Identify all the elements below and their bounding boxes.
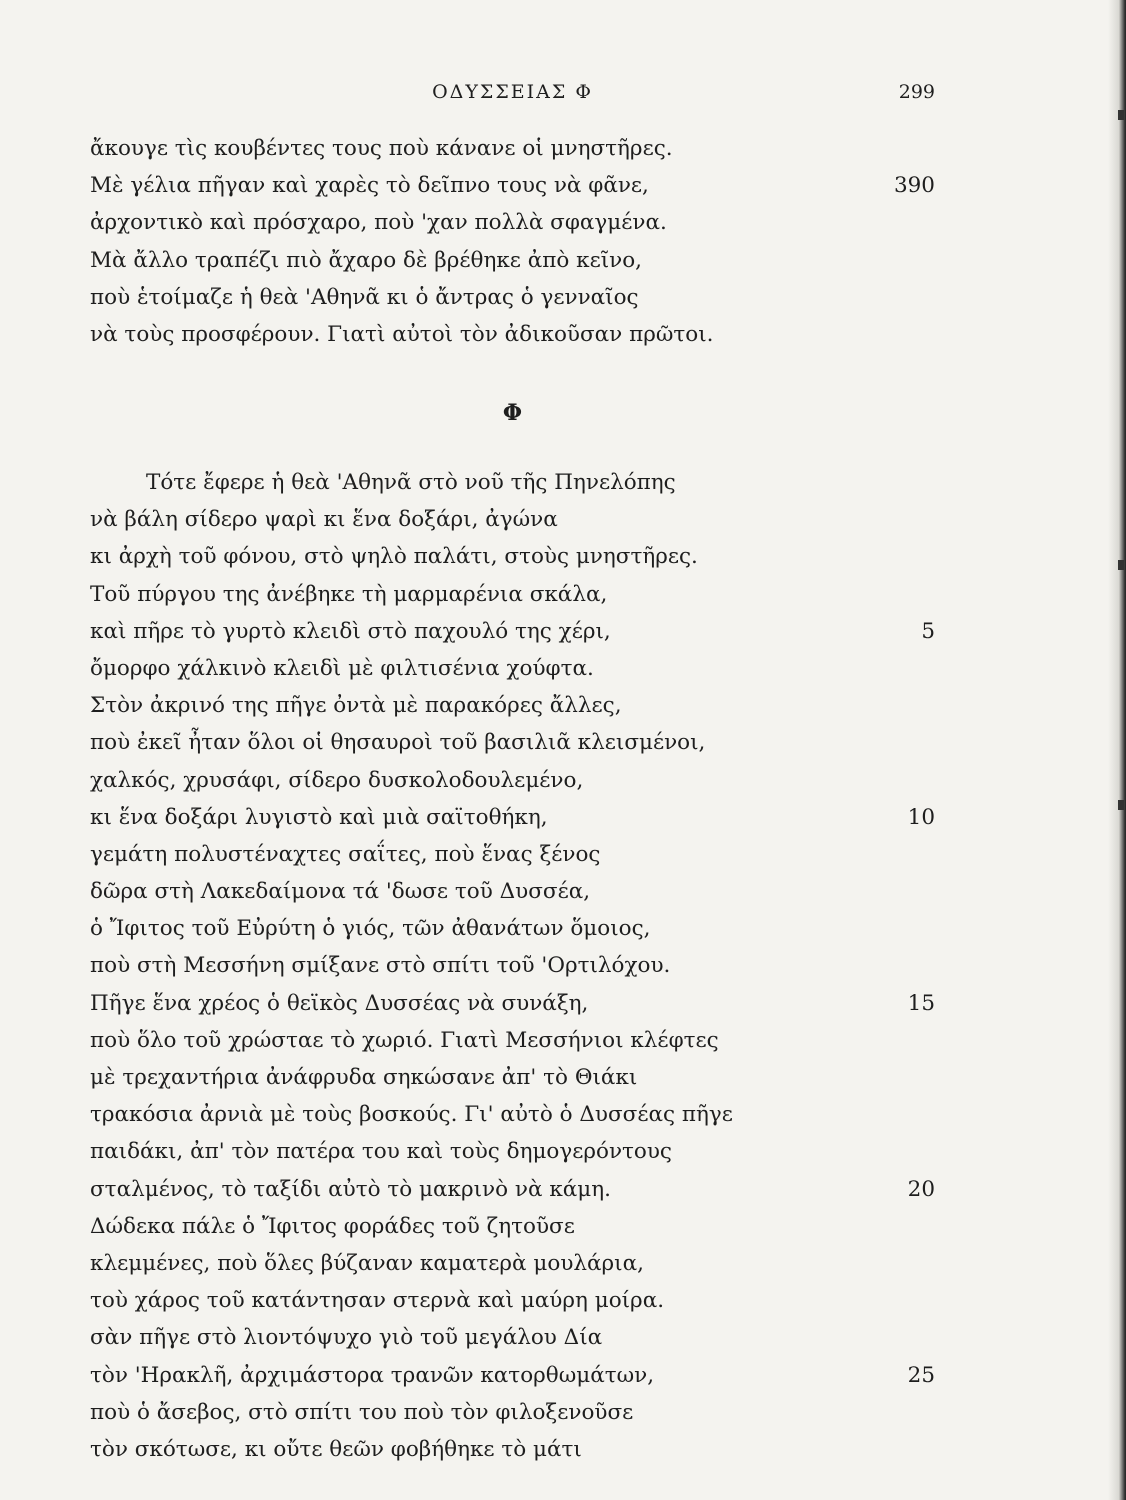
verse-line bbox=[90, 613, 935, 650]
verse-text: καὶ πῆρε τὸ γυρτὸ κλειδὶ στὸ παχουλό της χέρι, bbox=[90, 618, 611, 644]
line-number: 390 bbox=[893, 173, 935, 199]
verse-text: Δώδεκα πάλε ὁ Ἴφιτος φοράδες τοῦ ζητοῦσε bbox=[90, 1213, 575, 1239]
verse-line bbox=[90, 1357, 935, 1394]
header-title: ΟΔΥΣΣΕΙΑΣ Φ bbox=[432, 81, 593, 103]
verse-text: τοὺ χάρος τοῦ κατάντησαν στερνὰ καὶ μαύρη μοίρα. bbox=[90, 1288, 665, 1314]
verse-text: Μὲ γέλια πῆγαν καὶ χαρὲς τὸ δεῖπνο τους νὰ φᾶνε, bbox=[90, 173, 649, 199]
verse-line bbox=[90, 1096, 935, 1133]
verse-text: Μὰ ἄλλο τραπέζι πιὸ ἄχαρο δὲ βρέθηκε ἀπὸ κεῖνο, bbox=[90, 247, 643, 273]
verse-text: ποὺ ὁ ἄσεβος, στὸ σπίτι του ποὺ τὸν φιλοξενοῦσε bbox=[90, 1399, 634, 1425]
page-binding-edge bbox=[1108, 0, 1126, 1500]
verse-text: μὲ τρεχαντήρια ἀνάφρυδα σηκώσανε ἀπ' τὸ Θιάκι bbox=[90, 1065, 638, 1090]
verse-line bbox=[90, 1171, 935, 1208]
verse-text: ποὺ ἑτοίμαζε ἡ θεὰ 'Αθηνᾶ κι ὁ ἄντρας ὁ γενναῖος bbox=[90, 284, 639, 310]
verse-text: ποὺ ἐκεῖ ἦταν ὅλοι οἱ θησαυροὶ τοῦ βασιλιᾶ κλεισμένοι, bbox=[90, 730, 706, 756]
line-number: 15 bbox=[907, 990, 935, 1016]
verse-text: Πῆγε ἕνα χρέος ὁ θεϊκὸς Δυσσέας νὰ συνάξη, bbox=[90, 990, 589, 1016]
verse-line bbox=[90, 799, 935, 836]
verse-text: κι ἀρχὴ τοῦ φόνου, στὸ ψηλὸ παλάτι, στοὺς μνηστῆρες. bbox=[90, 544, 698, 570]
verse-line bbox=[90, 836, 935, 873]
verse-text: ποὺ ὅλο τοῦ χρώσταε τὸ χωριό. Γιατὶ Μεσσήνιοι κλέφτες bbox=[90, 1027, 719, 1053]
line-number: 10 bbox=[907, 804, 935, 830]
verse-text: ποὺ στὴ Μεσσήνη σμίξανε στὸ σπίτι τοῦ 'Ορτιλόχου. bbox=[90, 953, 671, 979]
verse-text: γεμάτη πολυστέναχτες σαΐτες, ποὺ ἕνας ξένος bbox=[90, 841, 601, 867]
verse-line bbox=[90, 204, 935, 241]
verse-text: τρακόσια ἀρνιὰ μὲ τοὺς βοσκούς. Γι' αὐτὸ ὁ Δυσσέας πῆγε bbox=[90, 1102, 733, 1128]
verse-line bbox=[90, 1319, 935, 1356]
verse-line bbox=[90, 279, 935, 316]
verse-text: σταλμένος, τὸ ταξίδι αὐτὸ τὸ μακρινὸ νὰ κάμη. bbox=[90, 1176, 611, 1202]
verse-line bbox=[90, 1282, 935, 1319]
verse-text: χαλκός, χρυσάφι, σίδερο δυσκολοδουλεμένο, bbox=[90, 767, 584, 793]
verse-line bbox=[90, 1022, 935, 1059]
verse-line bbox=[90, 1431, 935, 1468]
running-header bbox=[90, 72, 935, 112]
verse-text: ἄκουγε τὶς κουβέντες τους ποὺ κάνανε οἱ μνηστῆρες. bbox=[90, 136, 673, 161]
verse-text: τὸν 'Ηρακλῆ, ἀρχιμάστορα τρανῶν κατορθωμάτων, bbox=[90, 1362, 655, 1388]
verse-line bbox=[90, 167, 935, 204]
verse-text: Τοῦ πύργου της ἀνέβηκε τὴ μαρμαρένια σκάλα, bbox=[90, 581, 608, 607]
verse-line bbox=[90, 687, 935, 724]
verse-line bbox=[90, 910, 935, 947]
verse-text: Τότε ἔφερε ἡ θεὰ 'Αθηνᾶ στὸ νοῦ τῆς Πηνελόπης bbox=[146, 470, 676, 495]
verse-line bbox=[90, 762, 935, 799]
verse-text: ὄμορφο χάλκινὸ κλειδὶ μὲ φιλτισένια χούφτα. bbox=[90, 655, 594, 681]
verse-text: ὁ Ἴφιτος τοῦ Εὐρύτη ὁ γιός, τῶν ἀθανάτων ὅμοιος, bbox=[90, 916, 651, 942]
verse-line bbox=[90, 130, 935, 167]
verse-line bbox=[90, 1059, 935, 1096]
verse-text: Στὸν ἀκρινό της πῆγε ὀντὰ μὲ παρακόρες ἄλλες, bbox=[90, 693, 622, 719]
verse-line bbox=[90, 538, 935, 575]
verse-line bbox=[90, 1245, 935, 1282]
verse-text: νὰ τοὺς προσφέρουν. Γιατὶ αὐτοὶ τὸν ἀδικοῦσαν πρῶτοι. bbox=[90, 321, 714, 347]
verse-line bbox=[90, 724, 935, 761]
verse-line bbox=[90, 985, 935, 1022]
verse-line bbox=[90, 650, 935, 687]
page-number: 299 bbox=[898, 81, 935, 103]
line-number: 20 bbox=[907, 1176, 935, 1202]
verse-text: δῶρα στὴ Λακεδαίμονα τά 'δωσε τοῦ Δυσσέα, bbox=[90, 879, 591, 905]
main-verses bbox=[90, 464, 935, 1468]
line-number: 25 bbox=[907, 1362, 935, 1388]
verse-line bbox=[90, 316, 935, 353]
intro-verses bbox=[90, 130, 935, 353]
verse-text: κι ἕνα δοξάρι λυγιστὸ καὶ μιὰ σαϊτοθήκη, bbox=[90, 804, 548, 830]
verse-line bbox=[90, 501, 935, 538]
verse-text: κλεμμένες, ποὺ ὅλες βύζαναν καματερὰ μουλάρια, bbox=[90, 1250, 644, 1276]
verse-text: τὸν σκότωσε, κι οὔτε θεῶν φοβήθηκε τὸ μάτι bbox=[90, 1436, 582, 1462]
verse-text: σὰν πῆγε στὸ λιοντόψυχο γιὸ τοῦ μεγάλου Δία bbox=[90, 1325, 603, 1351]
verse-line bbox=[90, 1133, 935, 1170]
verse-line bbox=[90, 576, 935, 613]
verse-line bbox=[90, 1208, 935, 1245]
verse-text: παιδάκι, ἀπ' τὸν πατέρα του καὶ τοὺς δημογερόντους bbox=[90, 1139, 672, 1165]
verse-text: ἀρχοντικὸ καὶ πρόσχαρο, ποὺ 'χαν πολλὰ σφαγμένα. bbox=[90, 210, 667, 236]
verse-line bbox=[90, 1394, 935, 1431]
verse-text: νὰ βάλη σίδερο ψαρὶ κι ἕνα δοξάρι, ἀγώνα bbox=[90, 507, 558, 533]
verse-line bbox=[90, 464, 935, 501]
verse-line bbox=[90, 242, 935, 279]
verse-line bbox=[90, 873, 935, 910]
line-number: 5 bbox=[921, 618, 935, 644]
section-symbol: Φ bbox=[502, 400, 523, 426]
verse-line bbox=[90, 947, 935, 984]
